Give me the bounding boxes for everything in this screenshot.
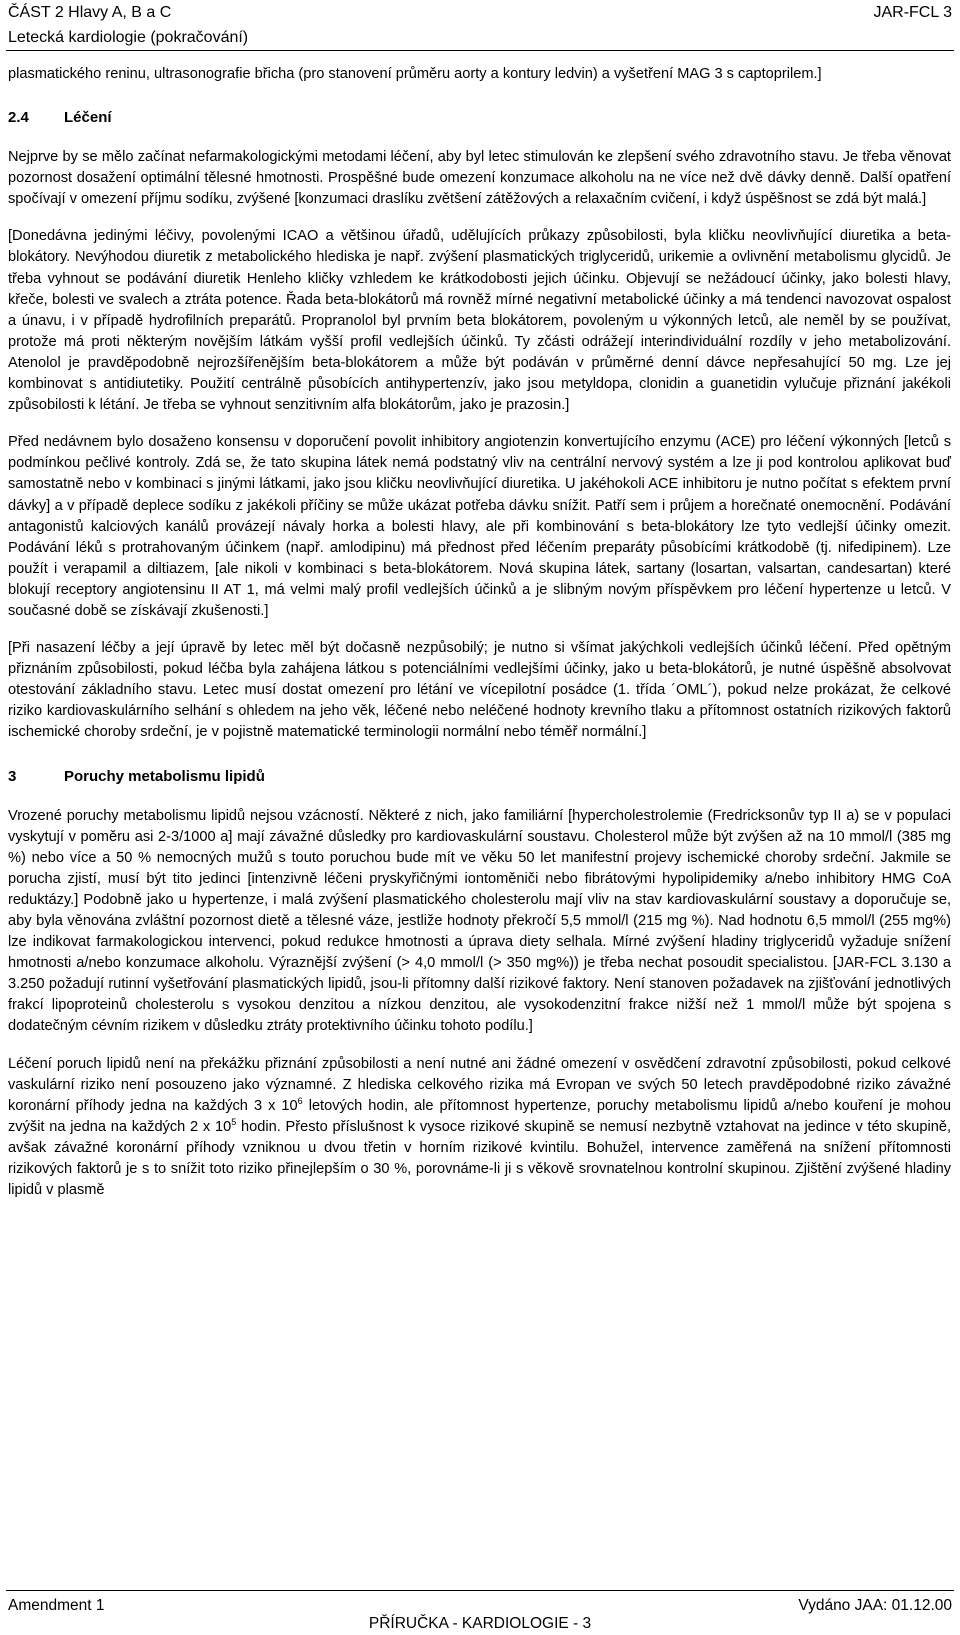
footer-amendment: Amendment 1 <box>8 1597 105 1614</box>
paragraph: Před nedávnem bylo dosaženo konsensu v doporučení povolit inhibitory angiotenzin konvertujícího enzymu (ACE) pro léčení výkonných [letců s podmínkou pečlivé kontroly. Zdá se, že tato skupina látek nemá podstatný vliv na centrální nervový systém a lze ji pod kontrolou aplikovat buď samostatně nebo v kombinaci s jinými látkami, jako jsou kličku neovlivňující diuretika. U jakéhokoli ACE inhibitoru je nutno počítat s efektem první dávky] a v případě deplece sodíku z jakékoli příčiny se může ukázat potřeba dávku snížit. Patří sem i průjem a horečnaté onemocnění. Podávání antagonistů kalciových kanálů provázejí návaly horka a bolesti hlavy, ale při kombinování s beta-blokátory lze tyto vedlejší účinky omezit. Podávání léků s protrahovaným účinkem (např. amlodipinu) má přednost před léčením preparáty působícími krátkodobě (tj. nifedipinem). Lze použít i verapamil a diltiazem, [ale nikoli v kombinaci s beta-blokátorem. Nová skupina látek, sartany (losartan, valsartan, candesartan) které blokují receptory angiotensinu II AT 1, má velmi malý profil vedlejších účinků a je slibným novým příspěvkem pro léčení hypertenze u letců. V současné době se získávají zkušenosti.] <box>8 434 951 619</box>
exponent: 5 <box>231 1116 237 1127</box>
paragraph <box>8 1054 951 1202</box>
header-divider <box>6 50 954 51</box>
page-body <box>8 64 951 1217</box>
paragraph-continued: plasmatického reninu, ultrasonografie břicha (pro stanovení průměru aorty a kontury ledvin) a vyšetření MAG 3 s captoprilem.] <box>8 66 822 82</box>
section-heading-2-4 <box>8 107 951 128</box>
header-regulation-id: JAR-FCL 3 <box>873 4 952 21</box>
running-subheader <box>8 28 952 48</box>
section-number: 3 <box>8 767 17 785</box>
exponent: 6 <box>297 1095 303 1106</box>
footer-page-label: PŘÍRUČKA - KARDIOLOGIE - 3 <box>368 1615 592 1632</box>
paragraph: Nejprve by se mělo začínat nefarmakologickými metodami léčení, aby byl letec stimulován ke zlepšení svého zdravotního stavu. Je třeba věnovat pozornost dosažení optimální tělesné hmotnosti. Prospěšné bude omezení konzumace alkoholu na ne více než dvě dávky denně. Další opatření spočívají v omezení příjmu sodíku, zvýšené [konzumaci draslíku zvětšení zátěžových a relaxačním cvičení, i když úspěšnost se zdá být malá.] <box>8 149 951 208</box>
paragraph: Vrozené poruchy metabolismu lipidů nejsou vzácností. Některé z nich, jako familiární [hypercholestrolemie (Fredricksonův typ II a) se v populaci vyskytují v poměru asi 2-3/1000 a] mají závažné důsledky pro kardiovaskulární soustavu. Cholesterol může být zvýšen až na 10 mmol/l (385 mg %) nebo více a 50 % nemocných mužů s touto poruchou bude mít ve věku 50 let manifestní projevy ischemické choroby srdeční. Jakmile se porucha zjistí, musí být tito jedinci [intenzivně léčeni pryskyřičnými iontoměniči nebo fibrátovými hypolipidemiky a/nebo inhibitory HMG CoA reduktázy.] Podobně jako u hypertenze, i malá zvýšení plasmatického cholesterolu mají vliv na stav kardiovaskulární soustavy a doporučuje se, aby byla věnována zvláštní pozornost dietě a tělesné váze, jestliže hodnoty překročí 5,5 mmol/l (215 mg %). Nad hodnotu 6,5 mmol/l (255 mg%) lze indikovat farmakologickou intervenci, pokud redukce hmotnosti a úprava diety selhala. Mírné zvýšení hladiny triglyceridů vyžaduje snížení hmotnosti a/nebo konzumace alkoholu. Výraznější zvýšení (> 4,0 mmol/l (> 350 mg%)) je třeba nechat posoudit specialistou. [JAR-FCL 3.130 a 3.250 požadují rutinní vyšetřování plasmatických lipidů, jsou-li přítomny další rizikové faktory. Není stanoven požadavek na zjišťování jednotlivých frakcí lipoproteinů cholesterolu s vysokou denzitou a nízkou denzitou, ale vysokodenzitní frakce nižší než 1 mmol/l může být spojena s dodatečným cévním rizikem v důsledku ztráty protektivního účinku tohoto podílu.] <box>8 807 951 1035</box>
paragraph-text: hodin. Přesto příslušnost k vysoce rizikové skupině se nemusí nezbytně vztahovat na jedince v této skupině, avšak závažné koronární příhody vzniknou u dvou třetin v horním rizikové kvintilu. Bohužel, intervence zaměřená na snížení přítomnosti rizikových faktorů je s to snížit toto riziko přinejlepším o 30 %, porovnáme-li ji s věkově srovnatelnou kontrolní skupinou. Zjištění zvýšené hladiny lipidů v plasmě <box>8 1118 951 1199</box>
paragraph-text: letových hodin, ale přítomnost hypertenze, poruchy metabolismu lipidů a/nebo kouření je mohou zvýšit na jedna na každých 2 x 10 <box>8 1097 951 1135</box>
paragraph: [Donedávna jedinými léčivy, povolenými ICAO a většinou úřadů, udělujících průkazy způsobilosti, byla kličku neovlivňující diuretika a beta-blokátory. Nevýhodou diuretik z metabolického hlediska je např. zvýšení plasmatických triglyceridů, urikemie a ovlivnění metabolismu glycidů. Je třeba vyhnout se podávání diuretik Henleho kličky vzhledem ke krátkodobosti jejich účinku. Objevují se nežádoucí účinky, jako bolesti hlavy, křeče, bolesti ve svalech a ztráta potence. Řada beta-blokátorů má rovněž mírné negativní metabolické účinky a má tendenci navozovat ospalost a únavu, i v případě hydrofilních preparátů. Propranolol byl prvním beta blokátorem, povoleným u výkonných letců, ale neměl by se používat, protože má proti některým novějším látkám vyšší profil vedlejších účinků. Ty zčásti odrážejí interindividuální rozdíly v jeho metabolizování. Atenolol je pravděpodobně nejrozšířenějším beta-blokátorem a může být podáván v průměrné denní dávce nepřesahující 50 mg. Lze jej kombinovat s antidiutetiky. Použití centrálně působících antihypertenzív, jako jsou metyldopa, clonidin a guanetidin vylučuje přiznání jakékoli způsobilosti k létání. Je třeba se vyhnout senzitivním alfa blokátorům, jako je prazosin.] <box>8 228 951 414</box>
footer-divider <box>6 1590 954 1591</box>
footer-issue-date: Vydáno JAA: 01.12.00 <box>798 1597 952 1614</box>
section-heading-3 <box>8 766 951 787</box>
running-header <box>8 3 952 23</box>
header-part-title: ČÁST 2 Hlavy A, B a C <box>8 4 172 21</box>
section-title: Léčení <box>64 109 112 127</box>
header-section-title: Letecká kardiologie (pokračování) <box>8 29 249 46</box>
paragraph-text: Léčení poruch lipidů není na překážku přiznání způsobilosti a není nutné ani žádné omezení v osvědčení zdravotní způsobilosti, pokud celkové vaskulární riziko není posouzeno jako významné. Z hlediska celkového rizika má Evropan ve svých 50 letech pravděpodobné riziko závažné koronární příhody jedna na každých 3 x 10 <box>8 1055 951 1114</box>
running-footer <box>8 1596 952 1616</box>
section-number: 2.4 <box>8 109 29 127</box>
section-title: Poruchy metabolismu lipidů <box>64 767 265 785</box>
paragraph: [Při nasazení léčby a její úpravě by letec měl být dočasně nezpůsobilý; je nutno si všímat jakýchkoli vedlejších účinků léčení. Před opětným přiznáním způsobilosti, pokud léčba byla zahájena látkou s potenciálními vedlejšími účinky, jako u beta-blokátorů, je nutné úspěšně absolvovat otestování základního stavu. Letec musí dostat omezení pro létání ve vícepilotní posádce (1. třída ´OML´), pokud nelze prokázat, že celkové riziko kardiovaskulárního selhání s ohledem na jeho věk, léčené nebo neléčené hodnoty krevního tlaku a přítomnost ostatních rizikových faktorů ischemické choroby srdeční, je v pojistně matematické terminologii normální nebo téměř normální.] <box>8 640 951 741</box>
